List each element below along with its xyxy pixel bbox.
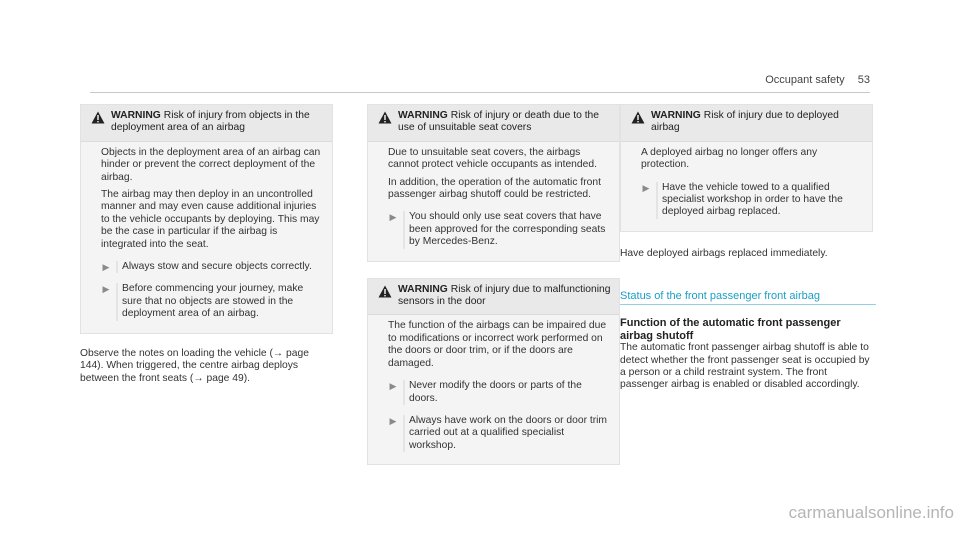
column-2 <box>367 104 620 465</box>
warning-bullet: ▶ Always stow and secure objects correctly. <box>102 261 312 273</box>
warning-triangle-icon <box>631 111 645 124</box>
warning-body <box>368 315 619 464</box>
warning-label: WARNING <box>398 110 448 121</box>
warning-triangle-icon <box>378 111 392 124</box>
play-arrow-icon: ▶ <box>389 212 397 223</box>
replace-note: Have deployed airbags replaced immediately. <box>620 247 828 259</box>
warning-paragraph: A deployed airbag no longer offers any protection. <box>641 146 818 171</box>
warning-header <box>81 105 332 142</box>
warning-label: WARNING <box>398 283 448 295</box>
warning-triangle-icon <box>378 285 392 298</box>
warning-bullet: ▶ Have the vehicle towed to a qualified specialist workshop in order to have the deployed airbag replaced. <box>641 182 862 219</box>
warning-header <box>368 105 619 142</box>
page-number: 53 <box>857 74 870 86</box>
warning-label: WARNING <box>651 110 701 121</box>
warning-box <box>367 278 620 465</box>
play-arrow-icon: ▶ <box>389 415 397 426</box>
warning-paragraph: The airbag may then deploy in an uncontrolled manner and may even cause additional injuries to the vehicle occupants by deploying. This may be the case in particular if the airbag is integrated into the seat. <box>101 189 320 250</box>
sub-heading: Function of the automatic front passenger airbag shutoff <box>620 317 841 342</box>
warning-bullet: ▶ You should only use seat covers that have been approved for the corresponding seats by Mercedes-Benz. <box>388 211 609 248</box>
warning-header <box>621 105 872 142</box>
warning-paragraph: Objects in the deployment area of an airbag can hinder or prevent the correct deployment of the airbag. <box>101 146 321 183</box>
section-link-heading[interactable]: Status of the front passenger front airbag <box>620 290 876 305</box>
warning-header <box>368 279 619 316</box>
warning-bullet: ▶ Never modify the doors or parts of the doors. <box>388 380 609 405</box>
warning-title: WARNING Risk of injury or death due to the use of unsuitable seat covers <box>398 110 600 134</box>
section-title: Occupant safety <box>765 74 845 86</box>
watermark: carmanualsonline.info <box>788 503 954 522</box>
warning-paragraph: The function of the airbags can be impaired due to modifications or incorrect work performed on the doors or door trim, or if the doors are damaged. <box>388 320 607 369</box>
warning-body <box>81 142 332 333</box>
play-arrow-icon: ▶ <box>389 381 397 392</box>
column-1 <box>80 104 333 385</box>
warning-body <box>368 142 619 261</box>
warning-paragraph: Due to unsuitable seat covers, the airbags cannot protect vehicle occupants as intended. <box>388 146 597 171</box>
warning-title: WARNING Risk of injury due to deployed airbag <box>651 110 839 134</box>
play-arrow-icon: ▶ <box>642 182 650 193</box>
warning-box <box>367 104 620 262</box>
loading-note: Observe the notes on loading the vehicle (→ page 144). When triggered, the centre airbag deploys between the front seats (→ page 49). <box>80 347 309 384</box>
warning-title: WARNING Risk of injury from objects in the deployment area of an airbag <box>111 110 310 134</box>
play-arrow-icon: ▶ <box>102 284 110 295</box>
warning-bullet: ▶ Before commencing your journey, make sure that no objects are stowed in the deployment area of an airbag. <box>101 283 322 320</box>
warning-box <box>80 104 333 334</box>
page-header <box>765 74 870 86</box>
shutoff-description: The automatic front passenger airbag shutoff is able to detect whether the front passenger seat is occupied by a person or a child restraint system. The front passenger airbag is enabled or disabled accordingly. <box>620 342 870 391</box>
warning-box <box>620 104 873 232</box>
warning-triangle-icon <box>91 111 105 124</box>
warning-label: WARNING <box>111 110 161 121</box>
header-rule <box>90 92 870 93</box>
warning-title: WARNING Risk of injury due to malfunctioning sensors in the door <box>398 283 611 308</box>
warning-bullet: ▶ Always have work on the doors or door trim carried out at a qualified specialist workshop. <box>389 414 608 451</box>
warning-paragraph: In addition, the operation of the automatic front passenger airbag shutoff could be restricted. <box>388 176 601 201</box>
column-3 <box>620 104 873 392</box>
play-arrow-icon: ▶ <box>102 262 110 273</box>
warning-body <box>621 142 872 231</box>
